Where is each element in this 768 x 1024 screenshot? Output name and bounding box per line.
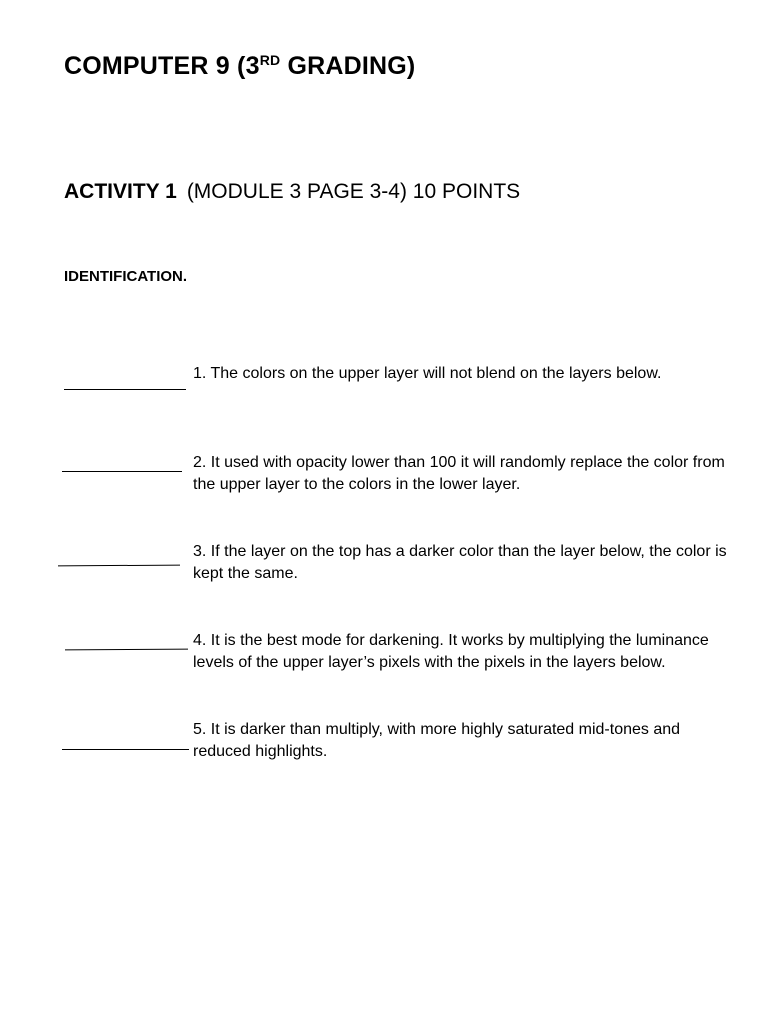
question-2-text: 2. It used with opacity lower than 100 it will randomly replace the color from the upper layer to the colors in the lower layer.	[193, 454, 725, 493]
answer-blank-4[interactable]	[65, 649, 188, 651]
activity-label: ACTIVITY 1	[64, 180, 177, 203]
answer-blank-3[interactable]	[58, 565, 180, 567]
question-3-text: 3. If the layer on the top has a darker color than the layer below, the color is kept the same.	[193, 543, 727, 582]
page-title	[64, 52, 415, 81]
title-prefix: COMPUTER 9 (3	[64, 52, 260, 80]
title-superscript: RD	[259, 52, 281, 68]
answer-blank-1[interactable]	[64, 389, 186, 390]
section-heading: IDENTIFICATION.	[64, 268, 188, 285]
activity-details: (MODULE 3 PAGE 3-4) 10 POINTS	[186, 180, 521, 203]
question-4-text: 4. It is the best mode for darkening. It works by multiplying the luminance levels of the upper layer’s pixels with the pixels in the layers below.	[193, 632, 709, 671]
question-1-text: 1. The colors on the upper layer will not blend on the layers below.	[193, 365, 662, 382]
activity-heading	[64, 180, 520, 204]
answer-blank-5[interactable]	[62, 749, 189, 750]
answer-blank-2[interactable]	[62, 471, 182, 472]
title-suffix: GRADING)	[280, 52, 416, 80]
question-5-text: 5. It is darker than multiply, with more highly saturated mid-tones and reduced highlights.	[193, 721, 681, 760]
